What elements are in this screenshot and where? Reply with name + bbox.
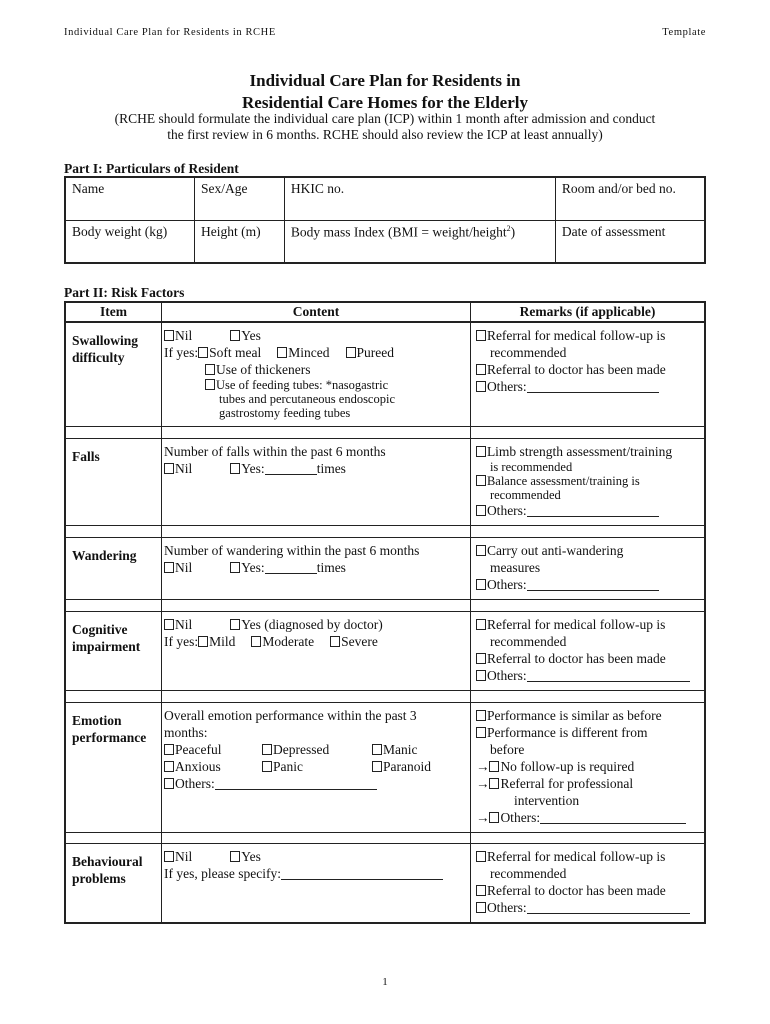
option-mild: Mild xyxy=(209,634,236,649)
option-others: Others: xyxy=(175,776,215,791)
item-behavioural xyxy=(65,844,162,924)
item-label: Cognitive xyxy=(72,622,128,637)
room-bed-field[interactable]: Room and/or bed no. xyxy=(555,177,705,220)
checkbox[interactable] xyxy=(476,710,486,721)
item-label: impairment xyxy=(72,639,141,654)
header-document-title: Individual Care Plan for Residents in RCHE xyxy=(64,27,276,38)
remark-text: Balance assessment/training is xyxy=(486,474,640,488)
arrow-right-icon: → xyxy=(475,776,490,791)
option-nil: Nil xyxy=(175,849,193,864)
option-yes: Yes: xyxy=(241,560,265,575)
risk-row-behavioural xyxy=(65,844,705,924)
risk-row-falls xyxy=(65,439,705,526)
column-header-item: Item xyxy=(65,302,162,322)
remark-text: Referral for medical follow-up is xyxy=(486,328,666,343)
option-manic: Manic xyxy=(383,742,418,757)
checkbox[interactable] xyxy=(372,761,382,772)
remarks-wandering xyxy=(470,538,705,600)
option-yes: Yes: xyxy=(241,461,265,476)
remarks-behavioural xyxy=(470,844,705,924)
item-label: Swallowing xyxy=(72,333,139,348)
checkbox[interactable] xyxy=(230,562,240,573)
remark-text: recommended xyxy=(489,345,567,360)
part2-heading: Part II: Risk Factors xyxy=(64,285,185,300)
checkbox[interactable] xyxy=(489,812,499,823)
title-line-1: Individual Care Plan for Residents in xyxy=(249,71,521,90)
risk-row-swallowing xyxy=(65,322,705,427)
specify-label: If yes, please specify: xyxy=(164,866,281,881)
others-blank[interactable] xyxy=(215,778,377,790)
option-yes: Yes xyxy=(241,328,261,343)
remarks-swallowing xyxy=(470,322,705,427)
others-blank[interactable] xyxy=(527,381,659,393)
item-swallowing xyxy=(65,322,162,427)
checkbox[interactable] xyxy=(164,851,174,862)
remark-text: Referral for medical follow-up is xyxy=(486,617,666,632)
item-label: Emotion xyxy=(72,713,122,728)
times-label: times xyxy=(316,560,346,575)
remark-text: recommended xyxy=(489,866,567,881)
checkbox[interactable] xyxy=(372,744,382,755)
checkbox[interactable] xyxy=(476,885,486,896)
remarks-falls xyxy=(470,439,705,526)
checkbox[interactable] xyxy=(164,463,174,474)
checkbox[interactable] xyxy=(230,463,240,474)
content-falls xyxy=(162,439,471,526)
subtitle-line-1: (RCHE should formulate the individual care plan (ICP) within 1 month after admission and conduct xyxy=(114,111,656,126)
remark-text: No follow-up is required xyxy=(500,759,635,774)
arrow-right-icon: → xyxy=(475,810,490,825)
running-header xyxy=(64,27,706,41)
checkbox[interactable] xyxy=(476,579,486,590)
checkbox[interactable] xyxy=(476,902,486,913)
remark-others: Others: xyxy=(486,900,527,915)
content-behavioural xyxy=(162,844,471,924)
checkbox[interactable] xyxy=(251,636,261,647)
checkbox[interactable] xyxy=(230,851,240,862)
content-emotion xyxy=(162,703,471,833)
remarks-cognitive xyxy=(470,612,705,691)
option-soft-meal: Soft meal xyxy=(209,345,262,360)
option-peaceful: Peaceful xyxy=(175,742,222,757)
option-panic: Panic xyxy=(273,759,304,774)
page-number: 1 xyxy=(382,976,388,988)
item-label: problems xyxy=(72,871,126,886)
checkbox[interactable] xyxy=(230,330,240,341)
content-swallowing xyxy=(162,322,471,427)
others-blank[interactable] xyxy=(527,505,659,517)
body-weight-field[interactable]: Body weight (kg) xyxy=(65,220,195,263)
item-label: performance xyxy=(72,730,147,745)
option-depressed: Depressed xyxy=(273,742,330,757)
checkbox[interactable] xyxy=(277,347,287,358)
checkbox[interactable] xyxy=(262,761,272,772)
remark-text: Limb strength assessment/training xyxy=(486,444,673,459)
particulars-row-1 xyxy=(65,177,705,220)
header-template-label: Template xyxy=(662,27,706,38)
checkbox[interactable] xyxy=(476,851,486,862)
document-title xyxy=(0,70,770,114)
if-yes-label: If yes: xyxy=(164,634,199,649)
checkbox[interactable] xyxy=(164,744,174,755)
remark-text: before xyxy=(489,742,525,757)
particulars-table xyxy=(64,176,706,264)
remark-text: recommended xyxy=(489,634,567,649)
risk-row-wandering xyxy=(65,538,705,600)
checkbox[interactable] xyxy=(476,619,486,630)
checkbox[interactable] xyxy=(476,545,486,556)
option-nil: Nil xyxy=(175,560,193,575)
remark-text: Performance is different from xyxy=(486,725,648,740)
document-subtitle xyxy=(64,111,706,143)
checkbox[interactable] xyxy=(205,364,215,375)
remark-text: measures xyxy=(489,560,541,575)
risk-row-cognitive xyxy=(65,612,705,691)
remark-text: Referral to doctor has been made xyxy=(486,883,666,898)
remark-text: Referral for professional xyxy=(500,776,634,791)
remark-text: Carry out anti-wandering xyxy=(486,543,624,558)
times-blank[interactable] xyxy=(265,562,317,574)
others-blank[interactable] xyxy=(527,670,690,682)
checkbox[interactable] xyxy=(476,670,486,681)
item-wandering: Wandering xyxy=(65,538,162,600)
checkbox[interactable] xyxy=(230,619,240,630)
checkbox[interactable] xyxy=(476,727,486,738)
remark-text: recommended xyxy=(489,488,561,502)
remark-text: Referral to doctor has been made xyxy=(486,362,666,377)
assessment-date-field[interactable]: Date of assessment xyxy=(555,220,705,263)
risk-table-header xyxy=(65,302,705,322)
falls-question: Number of falls within the past 6 months xyxy=(164,444,386,459)
feeding-tubes-text: gastrostomy feeding tubes xyxy=(219,406,351,420)
checkbox[interactable] xyxy=(476,446,486,457)
item-emotion xyxy=(65,703,162,833)
checkbox[interactable] xyxy=(489,761,499,772)
option-severe: Severe xyxy=(341,634,378,649)
particulars-row-2 xyxy=(65,220,705,263)
option-yes: Yes xyxy=(241,849,261,864)
remark-others: Others: xyxy=(486,503,527,518)
option-anxious: Anxious xyxy=(175,759,221,774)
option-nil: Nil xyxy=(175,461,193,476)
name-field[interactable]: Name xyxy=(65,177,195,220)
checkbox[interactable] xyxy=(198,347,208,358)
option-yes: Yes (diagnosed by doctor) xyxy=(241,617,383,632)
subtitle-line-2: the first review in 6 months. RCHE should also review the ICP at least annually) xyxy=(167,127,603,142)
bmi-label-end: ) xyxy=(510,224,516,239)
option-minced: Minced xyxy=(288,345,330,360)
content-cognitive xyxy=(162,612,471,691)
checkbox[interactable] xyxy=(346,347,356,358)
option-nil: Nil xyxy=(175,617,193,632)
risk-factors-table xyxy=(64,301,706,924)
option-nil: Nil xyxy=(175,328,193,343)
option-thickeners: Use of thickeners xyxy=(216,362,311,377)
height-field[interactable]: Height (m) xyxy=(195,220,285,263)
checkbox[interactable] xyxy=(476,381,486,392)
column-header-remarks: Remarks (if applicable) xyxy=(470,302,705,322)
checkbox[interactable] xyxy=(198,636,208,647)
item-cognitive xyxy=(65,612,162,691)
emotion-question: months: xyxy=(164,725,208,740)
checkbox[interactable] xyxy=(489,778,499,789)
checkbox[interactable] xyxy=(476,364,486,375)
column-header-content: Content xyxy=(162,302,471,322)
part1-heading: Part I: Particulars of Resident xyxy=(64,161,239,176)
checkbox[interactable] xyxy=(164,330,174,341)
remark-text: intervention xyxy=(513,793,580,808)
remark-text: is recommended xyxy=(489,460,573,474)
item-label: difficulty xyxy=(72,350,125,365)
sex-age-field[interactable]: Sex/Age xyxy=(195,177,285,220)
remark-others: Others: xyxy=(486,668,527,683)
item-falls: Falls xyxy=(65,439,162,526)
if-yes-label: If yes: xyxy=(164,345,199,360)
risk-row-emotion xyxy=(65,703,705,833)
checkbox[interactable] xyxy=(164,562,174,573)
bmi-field[interactable] xyxy=(284,220,555,263)
checkbox[interactable] xyxy=(330,636,340,647)
remarks-emotion xyxy=(470,703,705,833)
times-blank[interactable] xyxy=(265,463,317,475)
remark-others: Others: xyxy=(486,577,527,592)
others-blank[interactable] xyxy=(527,579,659,591)
remark-others: Others: xyxy=(500,810,541,825)
bmi-label: Body mass Index (BMI = weight/height xyxy=(290,224,507,239)
checkbox[interactable] xyxy=(205,379,215,390)
remark-text: Performance is similar as before xyxy=(486,708,662,723)
checkbox[interactable] xyxy=(164,778,174,789)
checkbox[interactable] xyxy=(476,475,486,486)
remark-text: Referral to doctor has been made xyxy=(486,651,666,666)
bmi-exponent: 2 xyxy=(506,223,511,233)
item-label: Behavioural xyxy=(72,854,143,869)
feeding-tubes-text: tubes and percutaneous endoscopic xyxy=(219,392,395,406)
checkbox[interactable] xyxy=(164,619,174,630)
option-pureed: Pureed xyxy=(356,345,395,360)
others-blank[interactable] xyxy=(527,902,690,914)
checkbox[interactable] xyxy=(476,505,486,516)
title-line-2: Residential Care Homes for the Elderly xyxy=(242,93,528,112)
times-label: times xyxy=(316,461,346,476)
option-paranoid: Paranoid xyxy=(383,759,432,774)
option-feeding-tubes: Use of feeding tubes: *nasogastric xyxy=(216,378,389,392)
content-wandering xyxy=(162,538,471,600)
emotion-question: Overall emotion performance within the past 3 xyxy=(164,708,417,723)
wandering-question: Number of wandering within the past 6 months xyxy=(164,543,420,558)
checkbox[interactable] xyxy=(476,330,486,341)
remark-text: Referral for medical follow-up is xyxy=(486,849,666,864)
checkbox[interactable] xyxy=(476,653,486,664)
checkbox[interactable] xyxy=(164,761,174,772)
specify-blank[interactable] xyxy=(281,868,443,880)
others-blank[interactable] xyxy=(540,812,686,824)
checkbox[interactable] xyxy=(262,744,272,755)
hkic-field[interactable]: HKIC no. xyxy=(284,177,555,220)
option-moderate: Moderate xyxy=(262,634,315,649)
arrow-right-icon: → xyxy=(475,759,490,774)
remark-others: Others: xyxy=(486,379,527,394)
